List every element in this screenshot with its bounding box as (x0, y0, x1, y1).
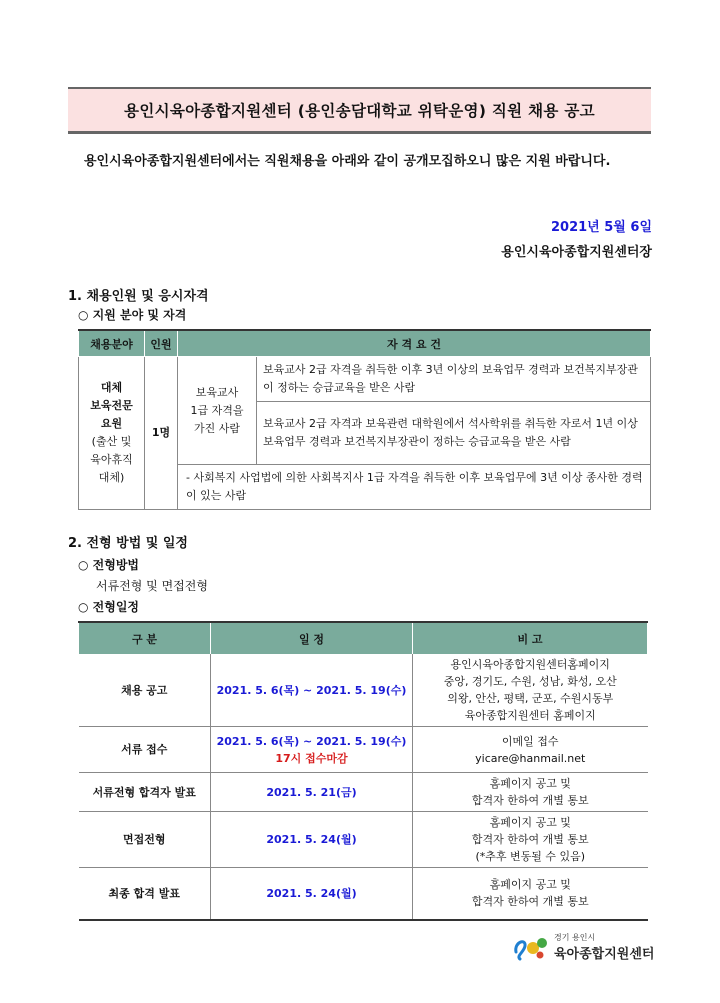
qual-requirement-1: 보육교사 2급 자격을 취득한 이후 3년 이상의 보육업무 경력과 보건복지부장관이 정하는 승급교육을 받은 사람 (257, 357, 651, 402)
schedule-table (78, 621, 648, 921)
sched-note: 홈페이지 공고 및 합격자 한하여 개별 통보 (413, 868, 648, 920)
sched-date: 2021. 5. 6(목) ~ 2021. 5. 19(수) (216, 734, 407, 748)
sched-date: 2021. 5. 24(월) (211, 812, 413, 868)
sched-date: 2021. 5. 6(목) ~ 2021. 5. 19(수) (211, 654, 413, 727)
logo-small-text: 경기 용인시 (554, 933, 596, 942)
center-logo (512, 932, 654, 962)
qualification-table (78, 329, 651, 510)
method-text: 서류전형 및 면접전형 (96, 579, 208, 593)
notice-signer: 용인시육아종합지원센터장 (501, 245, 652, 260)
logo-text (554, 932, 654, 962)
sched-header-note: 비 고 (413, 622, 648, 654)
sched-header-category: 구 분 (79, 622, 211, 654)
sched-name: 채용 공고 (79, 654, 211, 727)
table-row (79, 868, 648, 920)
sched-header-date: 일 정 (211, 622, 413, 654)
qual-header-requirements: 자 격 요 건 (178, 330, 651, 357)
notice-date: 2021년 5월 6일 (551, 220, 652, 235)
page-title-text: 용인시육아종합지원센터 (용인송담대학교 위탁운영) 직원 채용 공고 (124, 102, 595, 120)
sched-note: 이메일 접수 yicare@hanmail.net (413, 727, 648, 773)
qual-header-field: 채용분야 (79, 330, 145, 357)
sched-date: 2021. 5. 21(금) (211, 773, 413, 812)
sched-date-cell (211, 727, 413, 773)
sched-deadline: 17시 접수마감 (275, 751, 348, 765)
qual-header-count: 인원 (145, 330, 178, 357)
qual-sub-label: 보육교사 1급 자격을 가진 사람 (178, 357, 257, 465)
qual-requirement-2: 보육교사 2급 자격과 보육관련 대학원에서 석사학위를 취득한 자로서 1년 이상 보육업무 경력과 보건복지부장관이 정하는 승급교육을 받은 사람 (257, 402, 651, 465)
page-title (68, 87, 651, 134)
qual-field-cell (79, 357, 145, 510)
table-row (79, 812, 648, 868)
qual-count: 1명 (145, 357, 178, 510)
sched-date: 2021. 5. 24(월) (211, 868, 413, 920)
sched-note: 홈페이지 공고 및 합격자 한하여 개별 통보 (413, 773, 648, 812)
logo-big-text: 육아종합지원센터 (554, 947, 655, 962)
sched-name: 서류 접수 (79, 727, 211, 773)
sched-name: 최종 합격 발표 (79, 868, 211, 920)
table-row (79, 773, 648, 812)
logo-mark-icon (512, 932, 550, 962)
sched-note: 용인시육아종합지원센터홈페이지 중앙, 경기도, 수원, 성남, 화성, 오산 의왕, 안산, 평택, 군포, 수원시동부 육아종합지원센터 홈페이지 (413, 654, 648, 727)
qual-field-note: (출산 및 육아휴직 대체) (90, 435, 133, 484)
table-row (79, 654, 648, 727)
section1-heading: 1. 채용인원 및 응시자격 (68, 289, 209, 304)
section1-subheading: ○ 지원 분야 및 자격 (78, 308, 187, 322)
qual-field-main: 대체 보육전문 요원 (90, 381, 133, 430)
sched-name: 면접전형 (79, 812, 211, 868)
table-row (79, 727, 648, 773)
intro-paragraph: 용인시육아종합지원센터에서는 직원채용을 아래와 같이 공개모집하오니 많은 지원 바랍니다. (84, 154, 611, 169)
sched-name: 서류전형 합격자 발표 (79, 773, 211, 812)
sched-note: 홈페이지 공고 및 합격자 한하여 개별 통보 (*추후 변동될 수 있음) (413, 812, 648, 868)
schedule-label: ○ 전형일정 (78, 600, 140, 614)
qual-requirement-3: - 사회복지 사업법에 의한 사회복지사 1급 자격을 취득한 이후 보육업무에 3년 이상 종사한 경력이 있는 사람 (178, 465, 651, 510)
method-label: ○ 전형방법 (78, 558, 140, 572)
section2-heading: 2. 전형 방법 및 일정 (68, 536, 188, 551)
